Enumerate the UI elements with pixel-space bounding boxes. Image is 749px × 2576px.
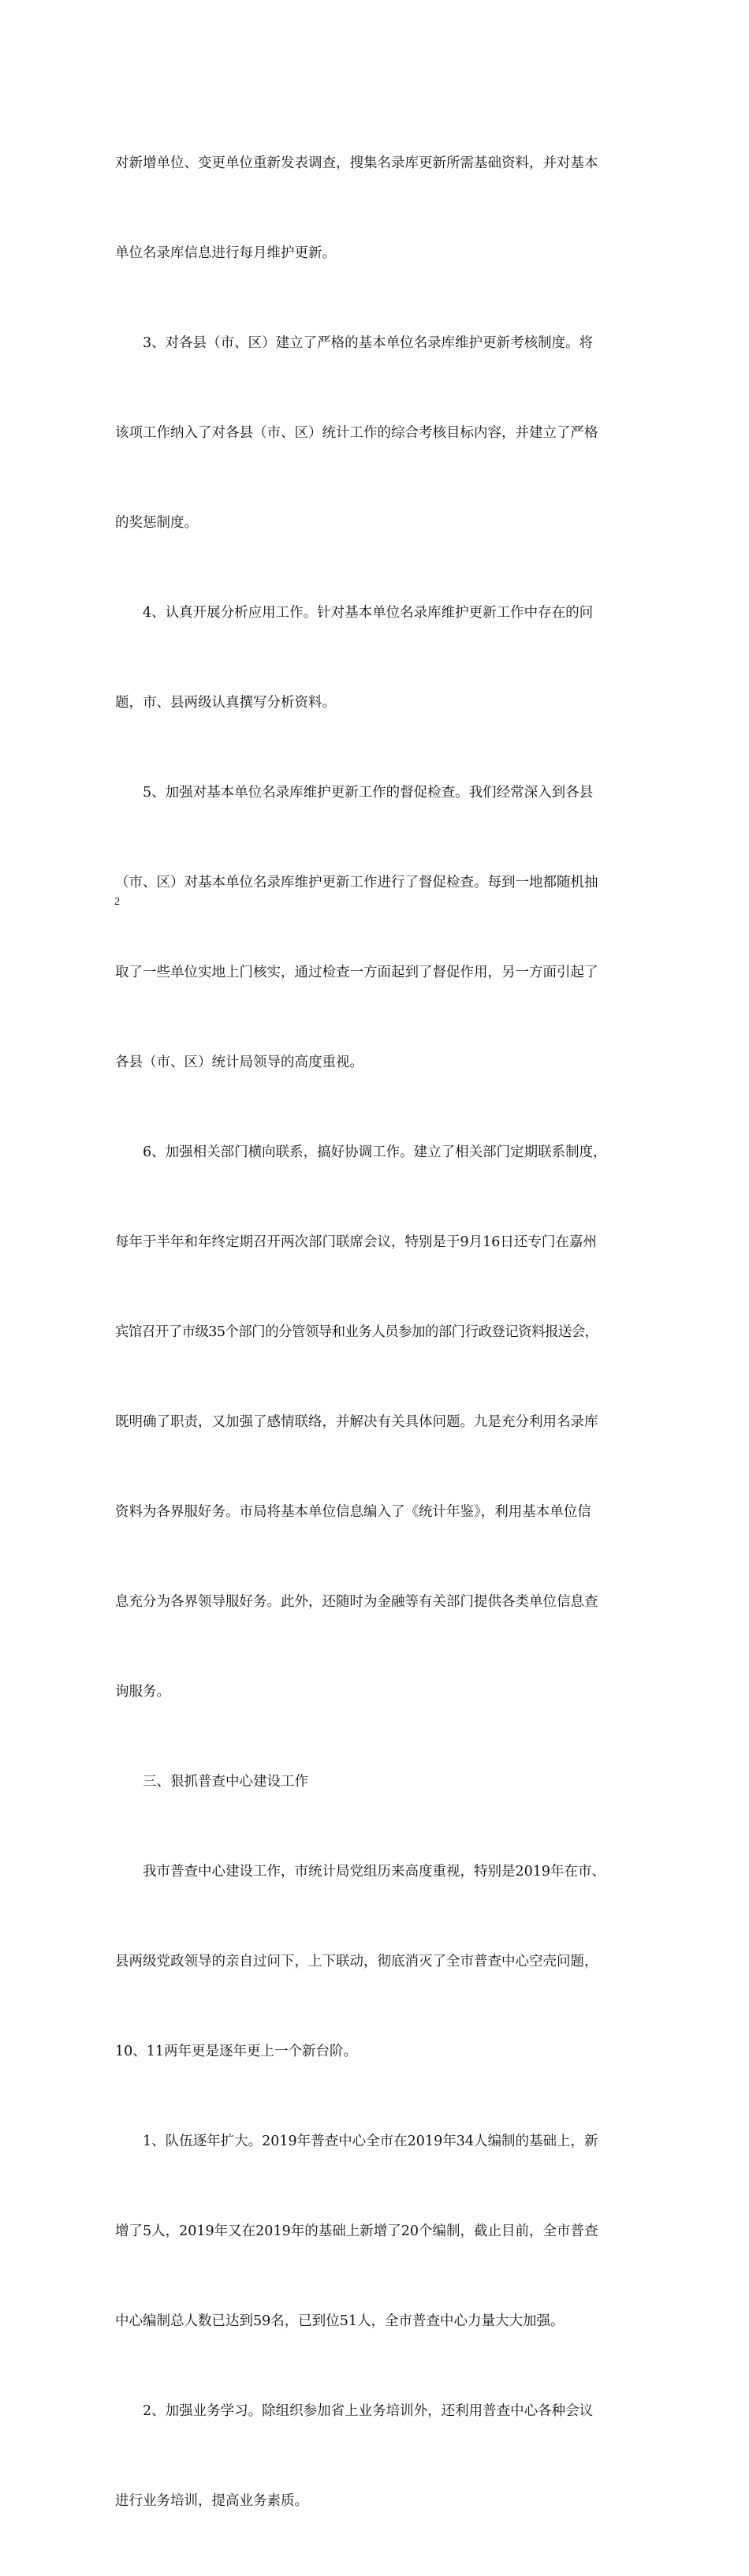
text-line: 询服务。 [115, 1684, 170, 1700]
section-heading: 三、狠抓普查中心建设工作 [115, 1774, 308, 1790]
text-line: 取了一些单位实地上门核实，通过检查一方面起到了督促作用，另一方面引起了 [115, 965, 598, 980]
text-line: 息充分为各界领导服好务。此外，还随时为金融等有关部门提供各类单位信息查 [115, 1594, 598, 1610]
text-line: 每年于半年和年终定期召开两次部门联席会议，特别是于9月16日还专门在嘉州 [115, 1234, 597, 1250]
text-line: 1、队伍逐年扩大。2019年普查中心全市在2019年34人编制的基础上，新 [115, 2134, 598, 2149]
text-line: 中心编制总人数已达到59名，已到位51人，全市普查中心力量大大加强。 [115, 2313, 565, 2329]
text-line: 该项工作纳入了对各县（市、区）统计工作的综合考核目标内容，并建立了严格 [115, 425, 598, 441]
text-line: （市、区）对基本单位名录库维护更新工作进行了督促检查。每到一地都随机抽 [115, 875, 598, 890]
text-line: 4、认真开展分析应用工作。针对基本单位名录库维护更新工作中存在的问 [115, 605, 594, 621]
text-line: 资料为各界服好务。市局将基本单位信息编入了《统计年鉴》，利用基本单位信 [115, 1504, 591, 1520]
document-body [115, 88, 659, 2576]
text-line: 单位名录库信息进行每月维护更新。 [115, 245, 336, 261]
body-text [115, 88, 659, 2576]
text-line: 6、加强相关部门横向联系，搞好协调工作。建立了相关部门定期联系制度， [115, 1144, 607, 1160]
page-number: 2 [114, 896, 120, 908]
text-line: 宾馆召开了市级35个部门的分管领导和业务人员参加的部门行政登记资料报送会， [115, 1324, 598, 1340]
text-line: 增了5人，2019年又在2019年的基础上新增了20个编制，截止目前，全市普查 [115, 2223, 598, 2239]
text-line: 县两级党政领导的亲自过问下，上下联动，彻底消灭了全市普查中心空壳问题， [115, 1954, 598, 1969]
text-line: 进行业务培训，提高业务素质。 [115, 2493, 308, 2509]
text-line: 对新增单位、变更单位重新发表调查，搜集名录库更新所需基础资料，并对基本 [115, 155, 598, 171]
text-line: 10、11两年更是逐年更上一个新台阶。 [115, 2044, 358, 2059]
text-line: 既明确了职责，又加强了感情联络，并解决有关具体问题。九是充分利用名录库 [115, 1414, 598, 1430]
text-line: 的奖惩制度。 [115, 515, 198, 531]
text-line: 各县（市、区）统计局领导的高度重视。 [115, 1055, 363, 1070]
text-line: 题，市、县两级认真撰写分析资料。 [115, 695, 336, 711]
text-line: 5、加强对基本单位名录库维护更新工作的督促检查。我们经常深入到各县 [115, 785, 594, 801]
text-line: 3、对各县（市、区）建立了严格的基本单位名录库维护更新考核制度。将 [115, 335, 594, 351]
text-line: 我市普查中心建设工作，市统计局党组历来高度重视，特别是2019年在市、 [115, 1864, 606, 1880]
text-line: 2、加强业务学习。除组织参加省上业务培训外，还利用普查中心各种会议 [115, 2403, 594, 2419]
